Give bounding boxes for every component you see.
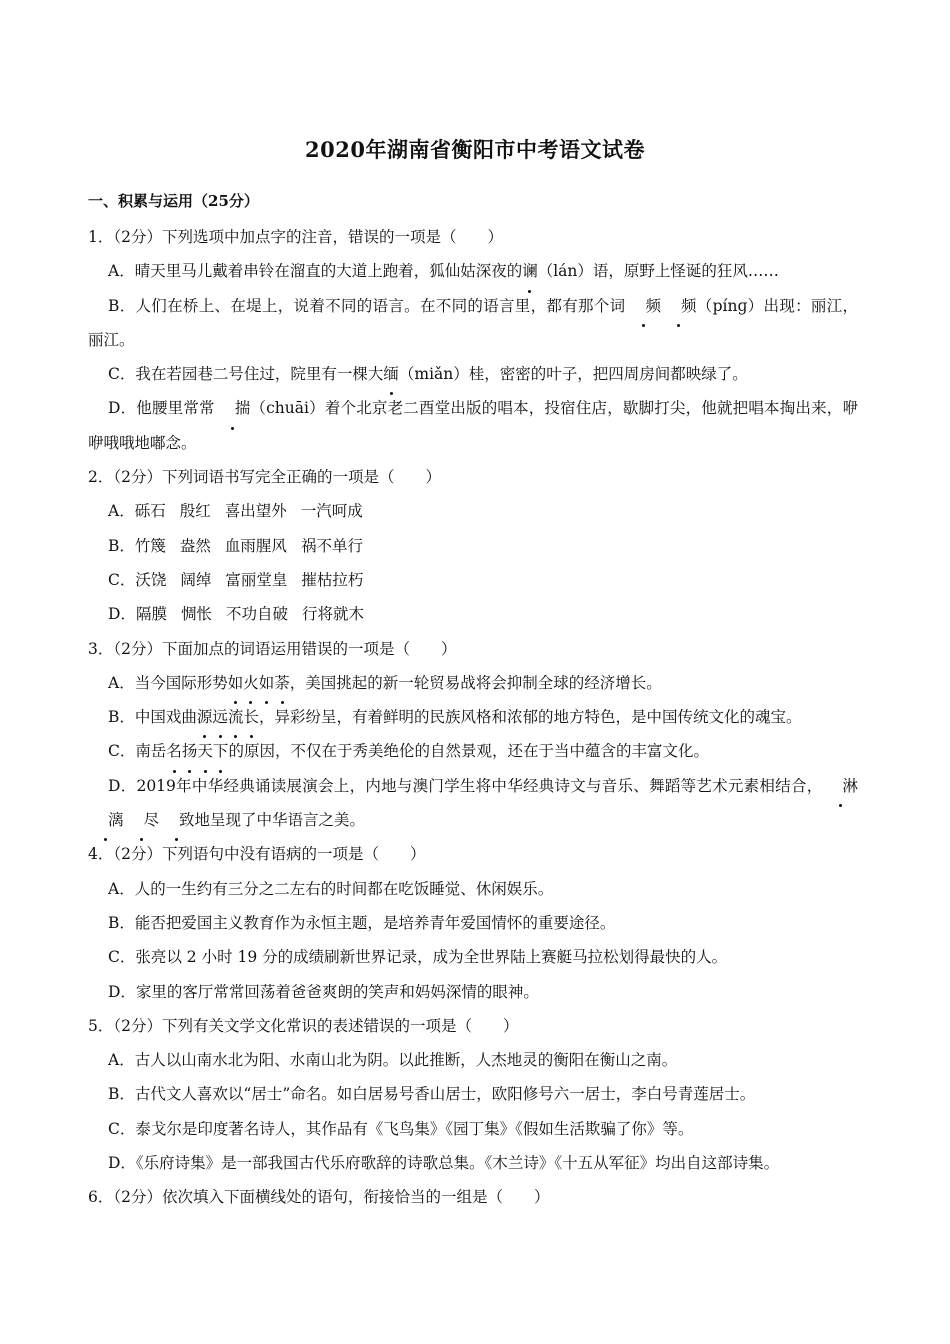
- emphasized-char: 如: [228, 666, 244, 700]
- emphasized-char: 天: [197, 734, 213, 768]
- question-4-stem: 4．（2分）下列语句中没有语病的一项是（ ）: [88, 845, 426, 864]
- question-6-stem: 6．（2分）依次填入下面横线处的语句，衔接恰当的一组是（ ）: [88, 1188, 550, 1207]
- option-text: 地呈现了中华语言之美。: [194, 811, 366, 830]
- emphasized-char: 远: [212, 700, 228, 734]
- question-4-option-d: D．家里的客厅常常回荡着爸爸爽朗的笑声和妈妈深情的眼神。: [108, 982, 539, 1001]
- word: 殷红: [179, 502, 211, 521]
- option-text: B．人们在桥上、在堤上，说着不同的语言。在不同的语言里，都有那个词: [108, 296, 626, 315]
- option-text: B．中国戏曲: [108, 708, 197, 727]
- option-label: D．: [108, 605, 136, 624]
- emphasized-char: 荼: [274, 666, 290, 700]
- option-text: C．我在若园巷二号住过，院里有一棵大: [108, 365, 384, 384]
- word: 摧枯拉朽: [301, 570, 364, 589]
- option-text: A．晴天里马儿戴着串铃在溜直的大道上跑着，狐仙姑深夜的: [108, 262, 523, 281]
- option-text: D．他腰里常常: [108, 399, 215, 418]
- question-5-option-b: B．古代文人喜欢以“居士”命名。如白居易号香山居士，欧阳修号六一居士，李白号青莲居士。: [108, 1085, 756, 1104]
- question-2-option-b: [88, 529, 858, 563]
- question-3-stem: 3．（2分）下面加点的词语运用错误的一项是（ ）: [88, 639, 457, 658]
- word: 竹篾: [134, 536, 166, 555]
- question-1-option-c: [88, 357, 858, 391]
- word: 血雨腥风: [224, 536, 287, 555]
- question-2-option-c: [88, 563, 858, 597]
- option-text: （miǎn）桂，密密的叶子，把四周房间都映绿了。: [398, 365, 748, 384]
- emphasized-char: 火: [243, 666, 259, 700]
- word: 富丽堂皇: [225, 570, 288, 589]
- emphasized-char: 如: [259, 666, 275, 700]
- word: 惆怅: [180, 605, 212, 624]
- question-5-option-d: D．《乐府诗集》是一部我国古代乐府歌辞的诗歌总集。《木兰诗》《十五从军征》均出自这部诗集。: [108, 1154, 780, 1173]
- word: 不功自破: [225, 605, 288, 624]
- question-5-option-a: A．古人以山南水北为阳、水南山北为阴。以此推断，人杰地灵的衡阳在衡山之南。: [108, 1051, 678, 1070]
- question-1-stem: 1．（2分）下列选项中加点字的注音，错误的一项是（ ）: [88, 228, 503, 246]
- question-1-option-d: [88, 391, 858, 460]
- question-1-option-a: [88, 254, 858, 288]
- emphasized-char: 尽: [124, 803, 160, 837]
- word: 隔膜: [135, 605, 167, 624]
- question-2-stem: 2．（2分）下列词语书写完全正确的一项是（ ）: [88, 468, 441, 487]
- option-text: A．当今国际形势: [108, 673, 228, 692]
- questions-container: [88, 220, 858, 1215]
- word: 一汽呵成: [300, 502, 363, 521]
- emphasized-char: 源: [197, 700, 213, 734]
- question-3-option-c: [88, 734, 858, 768]
- question-3-option-d: [88, 769, 858, 838]
- option-text: ，异彩纷呈，有着鲜明的民族风格和浓郁的地方特色，是中国传统文化的魂宝。: [258, 708, 802, 727]
- option-text: （chuāi）着个北京老二酉堂出版的唱本，投宿住店，歇脚打尖，他就把唱本掏出来，咿咿哦哦地嘟念。: [88, 399, 858, 452]
- question-2-option-d: [88, 597, 858, 631]
- question-4-option-a: A．人的一生约有三分之二左右的时间都在吃饭睡觉、休闲娱乐。: [108, 879, 554, 898]
- option-text: C．南岳: [108, 742, 167, 761]
- question-3-option-b: [88, 700, 858, 734]
- word: 盎然: [179, 536, 211, 555]
- option-label: A．: [108, 502, 135, 521]
- emphasized-char: 缅: [383, 357, 399, 391]
- word: 沃饶: [135, 570, 167, 589]
- question-2-option-a: [88, 494, 858, 528]
- emphasized-char: 漓: [88, 803, 124, 837]
- question-5-option-c: C．泰戈尔是印度著名诗人，其作品有《飞鸟集》《园丁集》《假如生活欺骗了你》等。: [108, 1119, 694, 1138]
- emphasized-char: 下: [213, 734, 229, 768]
- emphasized-char: 扬: [182, 734, 198, 768]
- emphasized-char: 致: [159, 803, 195, 837]
- word: 行将就木: [301, 605, 364, 624]
- option-text: 的原因，不仅在于秀美绝伦的自然景观，还在于当中蕴含的丰富文化。: [228, 742, 709, 761]
- question-1-option-b: [88, 289, 858, 358]
- question-4-option-b: B．能否把爱国主义教育作为永恒主题，是培养青年爱国情怀的重要途径。: [108, 913, 616, 932]
- option-text: D．2019年中华经典诵读展演会上，内地与澳门学生将中华经典诗文与音乐、舞蹈等艺术元素相结合，: [108, 776, 823, 795]
- option-text: （pínɡ）出现：丽江，丽江。: [88, 296, 858, 349]
- option-text: （lán）语，原野上怪诞的狂风……: [537, 262, 779, 281]
- section-heading: 一、积累与运用（25分）: [88, 192, 259, 210]
- option-label: B．: [108, 536, 135, 555]
- word: 喜出望外: [224, 502, 287, 521]
- question-4-option-c: C．张亮以 2 小时 19 分的成绩刷新世界记录，成为全世界陆上赛艇马拉松划得最快的人。: [108, 948, 728, 967]
- option-text: ，美国挑起的新一轮贸易战将会抑制全球的经济增长。: [289, 673, 662, 692]
- word: 祸不单行: [300, 536, 363, 555]
- option-label: C．: [108, 570, 136, 589]
- emphasized-char: 频: [661, 289, 697, 323]
- word: 砾石: [134, 502, 166, 521]
- emphasized-char: 名: [166, 734, 182, 768]
- emphasized-char: 淋: [822, 769, 858, 803]
- emphasized-char: 流: [228, 700, 244, 734]
- question-5-stem: 5．（2分）下列有关文学文化常识的表述错误的一项是（ ）: [88, 1016, 519, 1035]
- question-3-option-a: [88, 666, 858, 700]
- exam-title: 2020年湖南省衡阳市中考语文试卷: [305, 137, 645, 162]
- word: 阔绰: [180, 570, 212, 589]
- emphasized-char: 长: [243, 700, 259, 734]
- emphasized-char: 揣: [215, 391, 251, 425]
- emphasized-char: 谰: [522, 254, 538, 288]
- emphasized-char: 频: [625, 289, 661, 323]
